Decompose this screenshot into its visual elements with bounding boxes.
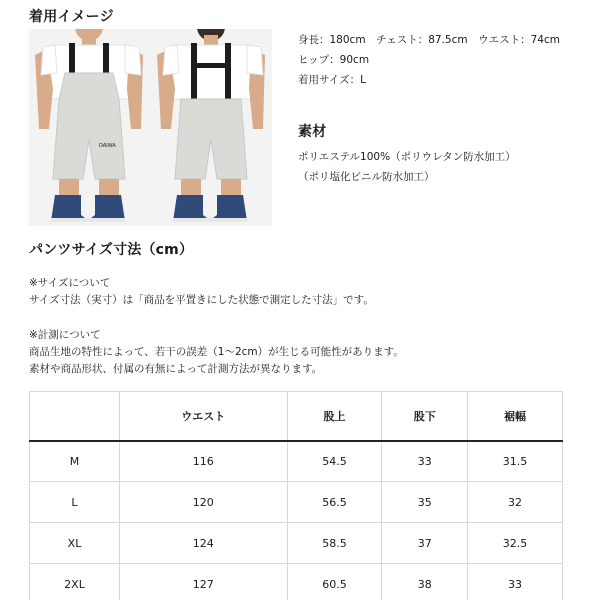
table-cell: M [30,441,120,482]
table-cell: 54.5 [287,441,382,482]
table-header-cell [30,392,120,441]
size-note-line: サイズ寸法（実寸）は「商品を平置きにした状態で測定した寸法」です。 [29,294,374,306]
model-info-line: 身長：180cm チェスト：87.5cm ウエスト：74cm [298,34,560,46]
table-cell: 2XL [30,564,120,600]
table-cell: 33 [468,564,563,600]
table-header-cell: ウエスト [120,392,288,441]
table-row [30,441,563,482]
material-line: ポリエステル100%（ポリウレタン防水加工） [298,151,516,163]
table-cell: 124 [120,523,288,564]
size-note [29,275,589,309]
material-line: （ポリ塩化ビニル防水加工） [298,171,435,183]
table-row [30,523,563,564]
measure-note [29,327,589,378]
table-header-cell: 股下 [382,392,468,441]
table-cell: 31.5 [468,441,563,482]
table-cell: 38 [382,564,468,600]
table-cell: 58.5 [287,523,382,564]
back-view-photo [149,29,272,226]
size-table [29,391,563,600]
material-info [298,147,594,187]
table-cell: XL [30,523,120,564]
table-header-cell: 裾幅 [468,392,563,441]
table-header-row [30,392,563,441]
wear-image-title: 着用イメージ [29,9,114,25]
table-cell: 32 [468,482,563,523]
table-row [30,564,563,600]
measure-note-line: 素材や商品形状、付属の有無によって計測方法が異なります。 [29,363,323,375]
back-model-illustration [149,29,272,226]
table-cell: 120 [120,482,288,523]
table-header-cell: 股上 [287,392,382,441]
table-cell: 56.5 [287,482,382,523]
model-info [298,30,594,90]
daiwa-logo: DAIWA [99,143,116,149]
measure-note-line: 商品生地の特性によって、若干の誤差（1〜2cm）が生じる可能性があります。 [29,346,404,358]
measure-note-line: ※計測について [29,329,101,341]
table-cell: 116 [120,441,288,482]
table-cell: 60.5 [287,564,382,600]
table-cell: 35 [382,482,468,523]
table-cell: 127 [120,564,288,600]
material-title: 素材 [298,124,327,140]
front-model-illustration [29,29,152,226]
table-cell: 33 [382,441,468,482]
size-note-line: ※サイズについて [29,277,111,289]
table-row [30,482,563,523]
table-cell: L [30,482,120,523]
model-info-line: 着用サイズ：L [298,74,367,86]
front-view-photo [29,29,152,226]
table-cell: 37 [382,523,468,564]
table-cell: 32.5 [468,523,563,564]
pants-size-title: パンツサイズ寸法（cm） [29,242,194,258]
model-info-line: ヒップ：90cm [298,54,370,66]
